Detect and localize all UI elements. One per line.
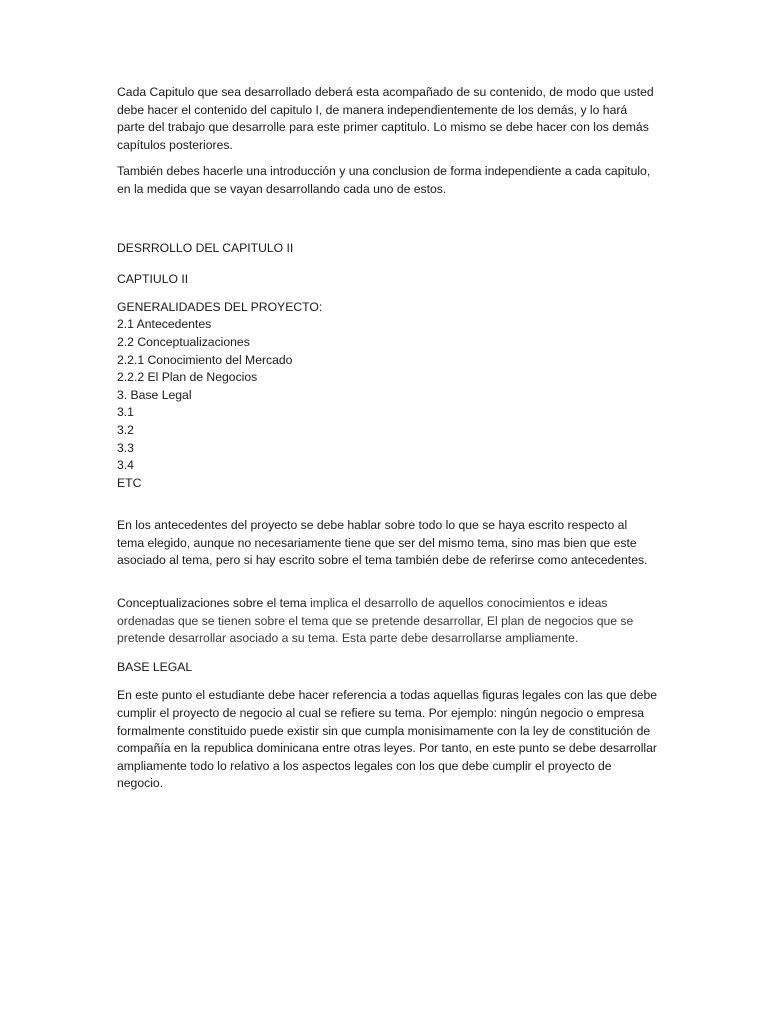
outline-list [117,316,657,492]
outline-item: ETC [117,475,142,490]
base-legal-heading: BASE LEGAL [117,659,193,674]
base-legal-paragraph: En este punto el estudiante debe hacer referencia a todas aquellas figuras legales con las que debe cumplir el proyecto de negocio al cual se refiere su tema. Por ejemplo: ningún negocio o empresa formalmente constituido puede existir sin que cumpla monisimamente con la ley de constitución de compañía en la republica dominicana entre otras leyes. Por tanto, en este punto se debe desarrollar ampliamente todo lo relativo a los aspectos legales con los que debe cumplir el proyecto de negocio. [117,688,658,791]
generalities-heading: GENERALIDADES DEL PROYECTO: [117,299,323,314]
antecedentes-paragraph: En los antecedentes del proyecto se debe hablar sobre todo lo que se haya escrito respecto al tema elegido, aunque no necesariamente tiene que ser del mismo tema, sino mas bien que este asociado al tema, pero si hay escrito sobre el tema también debe de referirse como antecedentes. [117,518,648,568]
conceptualizaciones-lead: Conceptualizaciones sobre el tema [117,596,307,611]
document-page [117,84,657,793]
outline-item: 3.2 [117,422,134,437]
outline-item: 3.1 [117,405,134,420]
intro-paragraph-1: Cada Capitulo que sea desarrollado deberá esta acompañado de su contenido, de modo que usted debe hacer el contenido del capitulo I, de manera independientemente de los demás, y lo hará parte del trabajo que desarrolle para este primer captitulo. Lo mismo se debe hacer con los demás capítulos posteriores. [117,85,654,152]
conceptualizaciones-rest: implica el desarrollo de aquellos conocimientos e ideas ordenadas que se tienen sobre el tema que se pretende desarrollar, El plan de negocios que se pretende desarrollar asociado a su tema. Esta parte debe desarrollarse ampliamente. [117,596,634,646]
outline-item: 3. Base Legal [117,387,192,402]
outline-item: 3.3 [117,440,134,455]
outline-item: 2.2 Conceptualizaciones [117,334,250,349]
section-heading: DESRROLLO DEL CAPITULO II [117,240,294,255]
chapter-heading: CAPTIULO II [117,272,189,287]
outline-item: 2.1 Antecedentes [117,317,212,332]
outline-item: 2.2.2 El Plan de Negocios [117,370,258,385]
outline-item: 2.2.1 Conocimiento del Mercado [117,352,293,367]
conceptualizaciones-paragraph [117,595,657,648]
intro-paragraph-2: También debes hacerle una introducción y una conclusion de forma independiente a cada capitulo, en la medida que se vayan desarrollando cada uno de estos. [117,164,651,196]
outline-item: 3.4 [117,458,134,473]
